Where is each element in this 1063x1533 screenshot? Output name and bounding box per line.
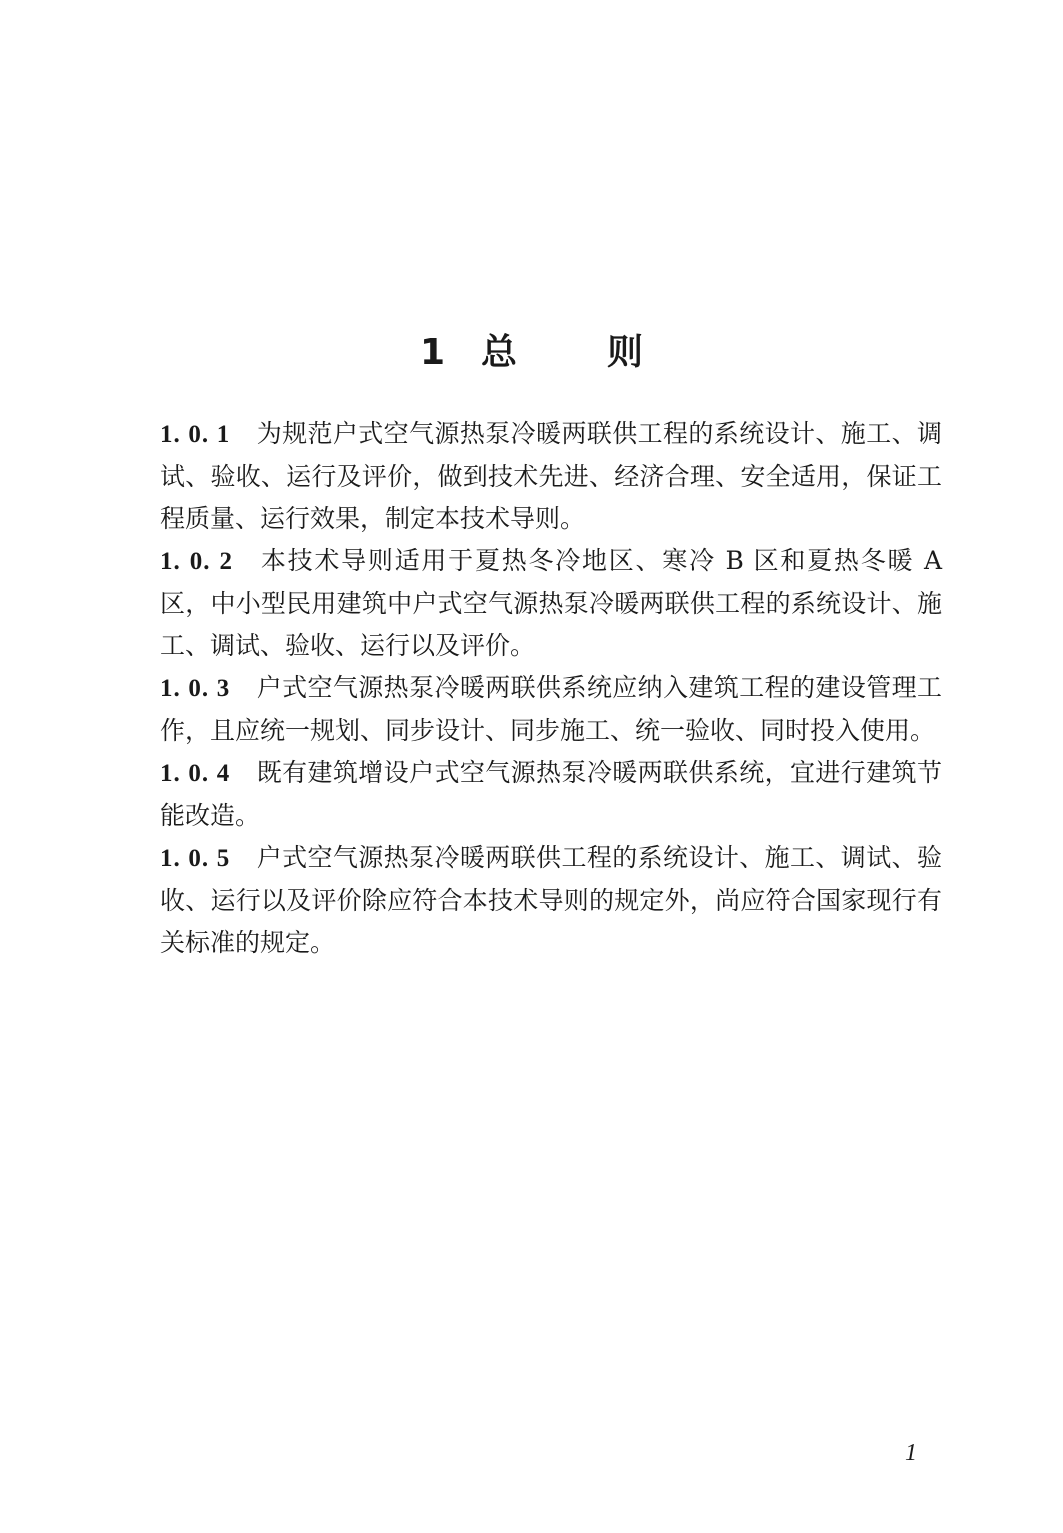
chapter-number: 1 [419, 332, 446, 374]
clause-1-0-5 [160, 837, 942, 964]
clause-number: 1. 0. 2 [160, 548, 234, 575]
clause-number: 1. 0. 4 [160, 760, 231, 787]
clause-1-0-4 [160, 752, 942, 837]
clause-number: 1. 0. 3 [160, 675, 231, 702]
clause-text: 既有建筑增设户式空气源热泵冷暖两联供系统，宜进行建筑节能改造。 [160, 758, 942, 830]
clause-text: 本技术导则适用于夏热冬冷地区、寒冷 B 区和夏热冬暖 A 区，中小型民用建筑中户式空气源热泵冷暖两联供工程的系统设计、施工、调试、验收、运行以及评价。 [160, 546, 943, 660]
clause-text: 为规范户式空气源热泵冷暖两联供工程的系统设计、施工、调试、验收、运行及评价，做到技术先进、经济合理、安全适用，保证工程质量、运行效果，制定本技术导则。 [160, 419, 942, 533]
chapter-title-char-1: 总 [481, 332, 518, 374]
chapter-title [0, 329, 1063, 377]
clause-text: 户式空气源热泵冷暖两联供系统应纳入建筑工程的建设管理工作，且应统一规划、同步设计、同步施工、统一验收、同时投入使用。 [160, 673, 942, 745]
page-number: 1 [905, 1440, 917, 1466]
clause-list [160, 413, 942, 964]
chapter-title-char-2: 则 [607, 332, 644, 374]
clause-number: 1. 0. 5 [160, 845, 231, 872]
clause-text: 户式空气源热泵冷暖两联供工程的系统设计、施工、调试、验收、运行以及评价除应符合本技术导则的规定外，尚应符合国家现行有关标准的规定。 [160, 843, 942, 957]
clause-1-0-1 [160, 413, 942, 540]
clause-1-0-3 [160, 667, 942, 752]
clause-1-0-2 [160, 540, 942, 667]
clause-number: 1. 0. 1 [160, 421, 231, 448]
